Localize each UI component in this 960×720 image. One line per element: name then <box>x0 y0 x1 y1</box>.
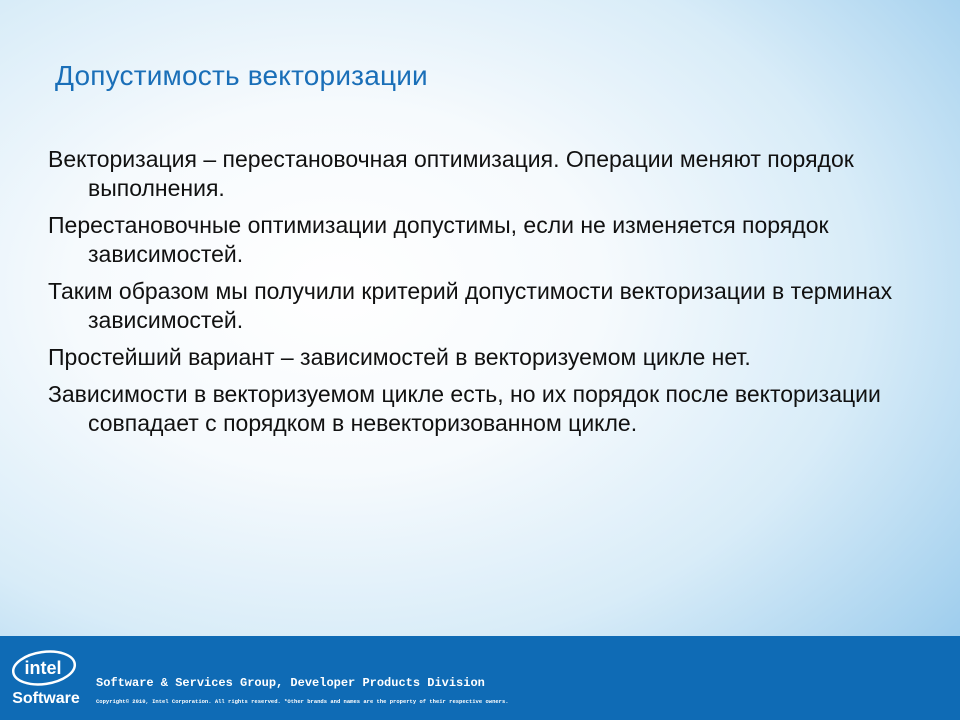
bullet-item: Перестановочные оптимизации допустимы, если не изменяется порядок зависимостей. <box>48 212 829 267</box>
slide-title: Допустимость векторизации <box>55 60 428 91</box>
intel-logo-icon <box>10 646 82 690</box>
bullet-item: Простейший вариант – зависимостей в векторизуемом цикле нет. <box>48 344 751 370</box>
bullet-item: Зависимости в векторизуемом цикле есть, но их порядок после векторизации совпадает с порядком в невекторизованном цикле. <box>48 381 881 436</box>
logo-software-text: Software <box>12 690 80 707</box>
copyright-text: Copyright© 2010, Intel Corporation. All rights reserved. *Other brands and names are the property of their respective owners. <box>96 698 509 705</box>
bullet-list <box>48 145 928 446</box>
division-text: Software & Services Group, Developer Products Division <box>96 676 485 690</box>
svg-text:intel: intel <box>24 658 62 678</box>
bullet-item: Векторизация – перестановочная оптимизация. Операции меняют порядок выполнения. <box>48 146 854 201</box>
footer-bar <box>0 636 960 720</box>
intel-software-logo <box>10 646 82 712</box>
bullet-item: Таким образом мы получили критерий допустимости векторизации в терминах зависимостей. <box>48 278 893 333</box>
